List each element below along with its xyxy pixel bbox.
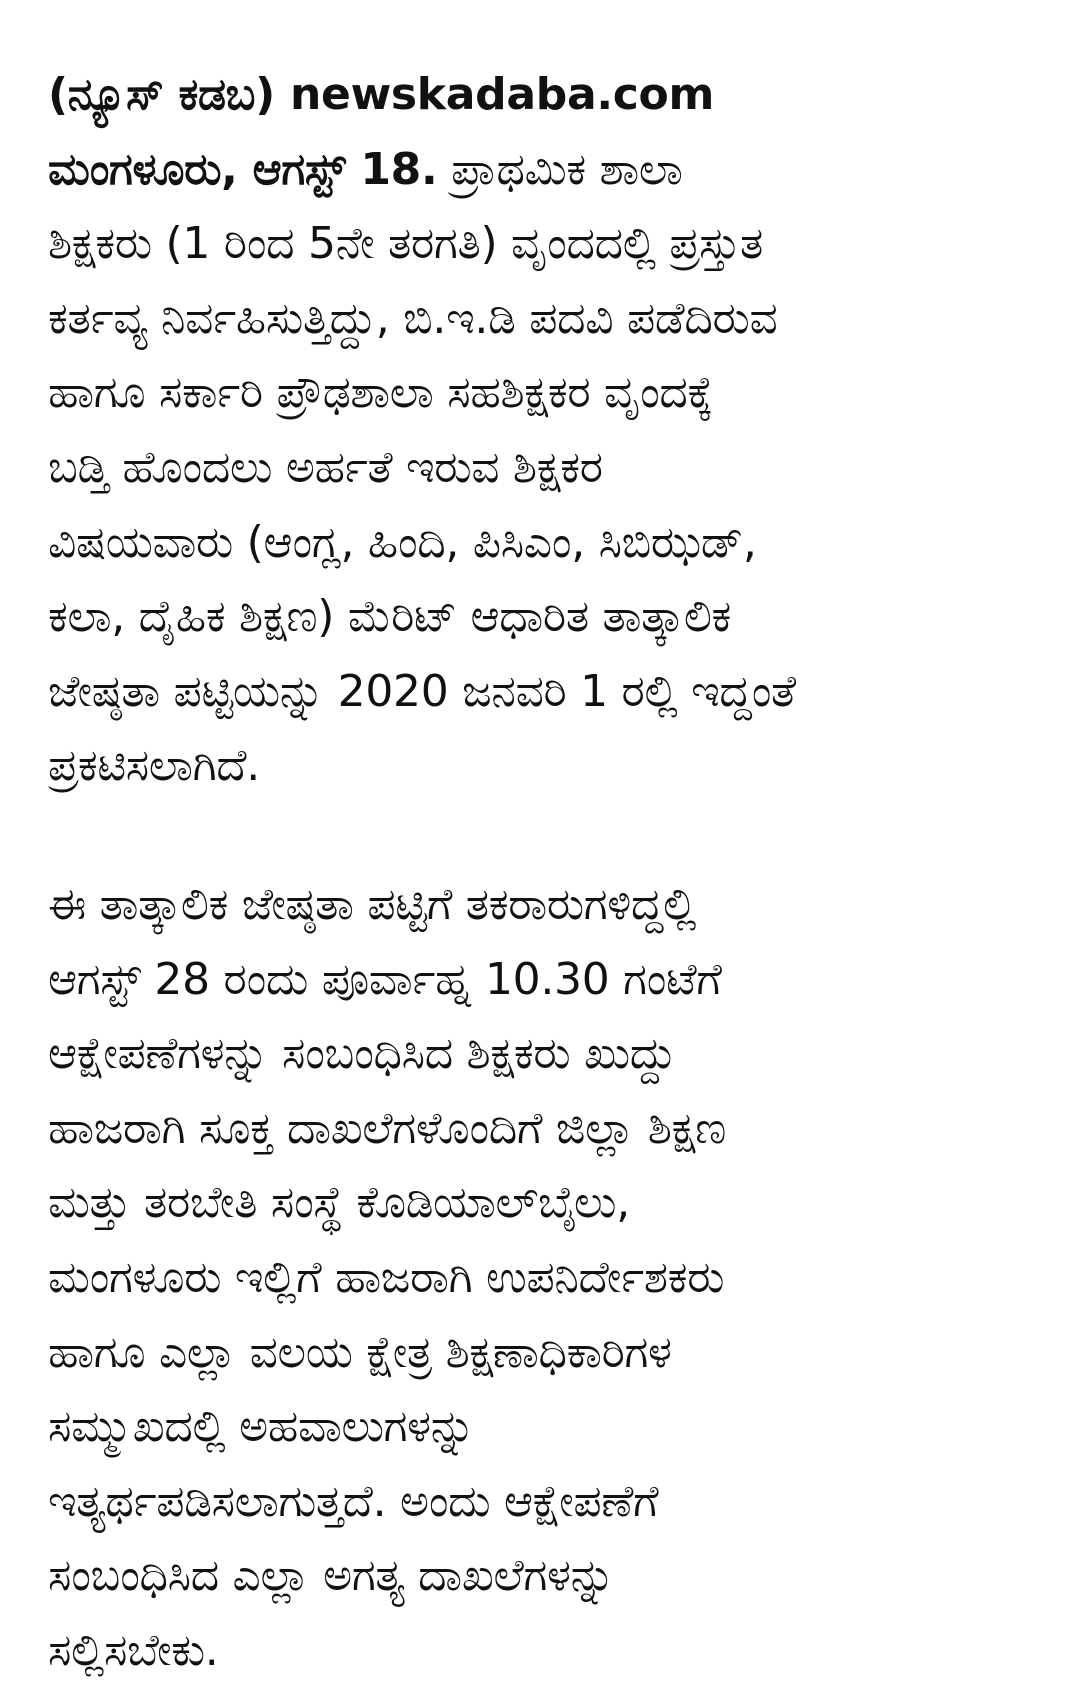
text-line: ಕರ್ತವ್ಯ ನಿರ್ವಹಿಸುತ್ತಿದ್ದು, ಬಿ.ಇ.ಡಿ ಪದವಿ ಪಡೆದಿರುವ (48, 292, 778, 344)
text-line: ಆಕ್ಷೇಪಣೆಗಳನ್ನು ಸಂಬಂಧಿಸಿದ ಶಿಕ್ಷಕರು ಖುದ್ದು (48, 1028, 676, 1080)
text-line: ಹಾಗೂ ಎಲ್ಲಾ ವಲಯ ಕ್ಷೇತ್ರ ಶಿಕ್ಷಣಾಧಿಕಾರಿಗಳ (48, 1326, 672, 1378)
text-line: ಮಂಗಳೂರು ಇಲ್ಲಿಗೆ ಹಾಜರಾಗಿ ಉಪನಿರ್ದೇಶಕರು (48, 1251, 725, 1303)
text-line: ಹಾಗೂ ಸರ್ಕಾರಿ ಪ್ರೌಢಶಾಲಾ ಸಹಶಿಕ್ಷಕರ ವೃಂದಕ್ಕೆ (48, 367, 713, 419)
text-line: ಈ ತಾತ್ಕಾಲಿಕ ಜೇಷ್ಠತಾ ಪಟ್ಟಿಗೆ ತಕರಾರುಗಳಿದ್ದಲ್ಲಿ (48, 878, 697, 930)
news-article (48, 58, 1048, 1688)
dateline-line-text: ಪ್ರಾಥಮಿಕ ಶಾಲಾ (437, 143, 683, 195)
source-line: (ನ್ಯೂಸ್ ಕಡಬ) newskadaba.com (48, 69, 715, 120)
text-line: ಸಂಬಂಧಿಸಿದ ಎಲ್ಲಾ ಅಗತ್ಯ ದಾಖಲೆಗಳನ್ನು (48, 1550, 615, 1602)
text-line: ಮತ್ತು ತರಬೇತಿ ಸಂಸ್ಥೆ ಕೊಡಿಯಾಲ್‌ಬೈಲು, (48, 1177, 630, 1229)
dateline-line (48, 133, 1048, 208)
text-line: ಶಿಕ್ಷಕರು (1 ರಿಂದ 5ನೇ ತರಗತಿ) ವೃಂದದಲ್ಲಿ ಪ್ರಸ್ತುತ (48, 218, 764, 270)
text-line: ಹಾಜರಾಗಿ ಸೂಕ್ತ ದಾಖಲೆಗಳೊಂದಿಗೆ ಜಿಲ್ಲಾ ಶಿಕ್ಷಣ (48, 1102, 727, 1154)
text-line: ಸಲ್ಲಿಸಬೇಕು. (48, 1624, 219, 1676)
article-paragraph-2 (48, 868, 1048, 1689)
text-line: ಬಡ್ತಿ ಹೊಂದಲು ಅರ್ಹತೆ ಇರುವ ಶಿಕ್ಷಕರ (48, 441, 603, 493)
text-line: ಪ್ರಕಟಿಸಲಾಗಿದೆ. (48, 740, 260, 792)
paragraph-spacer (48, 804, 1048, 868)
text-line: ಇತ್ಯರ್ಥಪಡಿಸಲಾಗುತ್ತದೆ. ಅಂದು ಆಕ್ಷೇಪಣೆಗೆ (48, 1475, 659, 1527)
dateline: ಮಂಗಳೂರು, ಆಗಸ್ಟ್ 18. (48, 143, 438, 195)
text-line: ಕಲಾ, ದೈಹಿಕ ಶಿಕ್ಷಣ) ಮೆರಿಟ್ ಆಧಾರಿತ ತಾತ್ಕಾಲಿಕ (48, 591, 732, 643)
text-line: ವಿಷಯವಾರು (ಆಂಗ್ಲ, ಹಿಂದಿ, ಪಿಸಿಎಂ, ಸಿಬಿಝಡ್, (48, 516, 757, 568)
text-line: ಜೇಷ್ಠತಾ ಪಟ್ಟಿಯನ್ನು 2020 ಜನವರಿ 1 ರಲ್ಲಿ ಇದ್ದಂತೆ (48, 665, 796, 717)
text-line: ಸಮ್ಮುಖದಲ್ಲಿ ಅಹವಾಲುಗಳನ್ನು (48, 1401, 475, 1453)
article-paragraph-1 (48, 58, 1048, 804)
text-line: ಆಗಸ್ಟ್ 28 ರಂದು ಪೂರ್ವಾಹ್ನ 10.30 ಗಂಟೆಗೆ (48, 953, 722, 1005)
